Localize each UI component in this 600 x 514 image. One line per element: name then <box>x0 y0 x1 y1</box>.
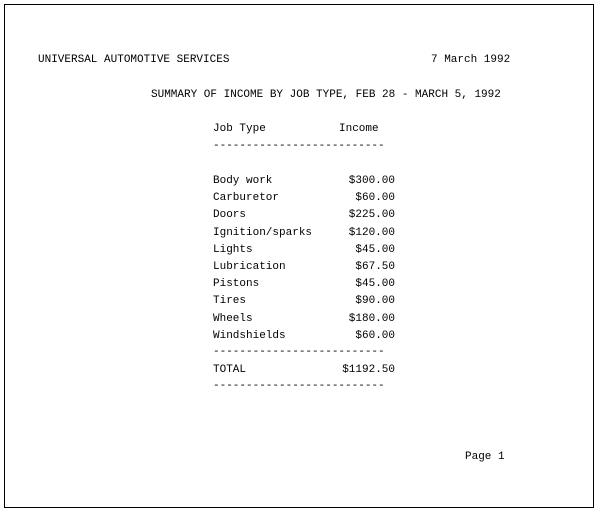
job-type-cell: Doors <box>213 209 247 222</box>
table-row <box>213 209 395 226</box>
table-header <box>213 123 395 136</box>
page-number: Page 1 <box>465 451 505 463</box>
job-type-cell: Lubrication <box>213 260 286 273</box>
income-cell: $90.00 <box>355 295 395 308</box>
table-row <box>213 175 395 192</box>
table-row <box>213 261 395 278</box>
report-date: 7 March 1992 <box>431 54 511 66</box>
column-header-income: Income <box>339 123 379 135</box>
job-type-cell: Body work <box>213 175 273 187</box>
table-row <box>213 295 395 312</box>
income-cell: $225.00 <box>348 209 395 222</box>
company-name: UNIVERSAL AUTOMOTIVE SERVICES <box>38 54 230 66</box>
table-row <box>213 192 395 209</box>
job-type-cell: Ignition/sparks <box>213 226 313 239</box>
total-row <box>213 364 395 377</box>
income-cell: $60.00 <box>355 329 395 342</box>
total-label: TOTAL <box>213 364 247 376</box>
income-cell: $45.00 <box>355 243 395 256</box>
income-cell: $45.00 <box>355 278 395 291</box>
job-type-cell: Wheels <box>213 312 253 325</box>
job-type-cell: Tires <box>213 295 247 308</box>
header-rule: -------------------------- <box>213 140 385 152</box>
income-cell: $67.50 <box>355 260 395 273</box>
table-row <box>213 244 395 261</box>
table-body <box>213 175 395 347</box>
report-title: SUMMARY OF INCOME BY JOB TYPE, FEB 28 - MARCH 5, 1992 <box>151 89 501 101</box>
job-type-cell: Windshields <box>213 329 286 342</box>
column-header-job-type: Job Type <box>213 123 266 135</box>
job-type-cell: Pistons <box>213 278 260 291</box>
table-row <box>213 278 395 295</box>
job-type-cell: Carburetor <box>213 192 280 205</box>
table-row <box>213 313 395 330</box>
table-row <box>213 227 395 244</box>
total-rule: -------------------------- <box>213 346 385 358</box>
income-table <box>213 123 395 392</box>
total-amount: $1192.50 <box>342 364 395 376</box>
income-cell: $180.00 <box>348 312 395 325</box>
income-cell: $60.00 <box>355 192 395 205</box>
table-row <box>213 330 395 347</box>
income-cell: $120.00 <box>348 226 395 239</box>
job-type-cell: Lights <box>213 243 253 256</box>
footer-rule: -------------------------- <box>213 380 385 392</box>
income-cell: $300.00 <box>348 175 395 187</box>
